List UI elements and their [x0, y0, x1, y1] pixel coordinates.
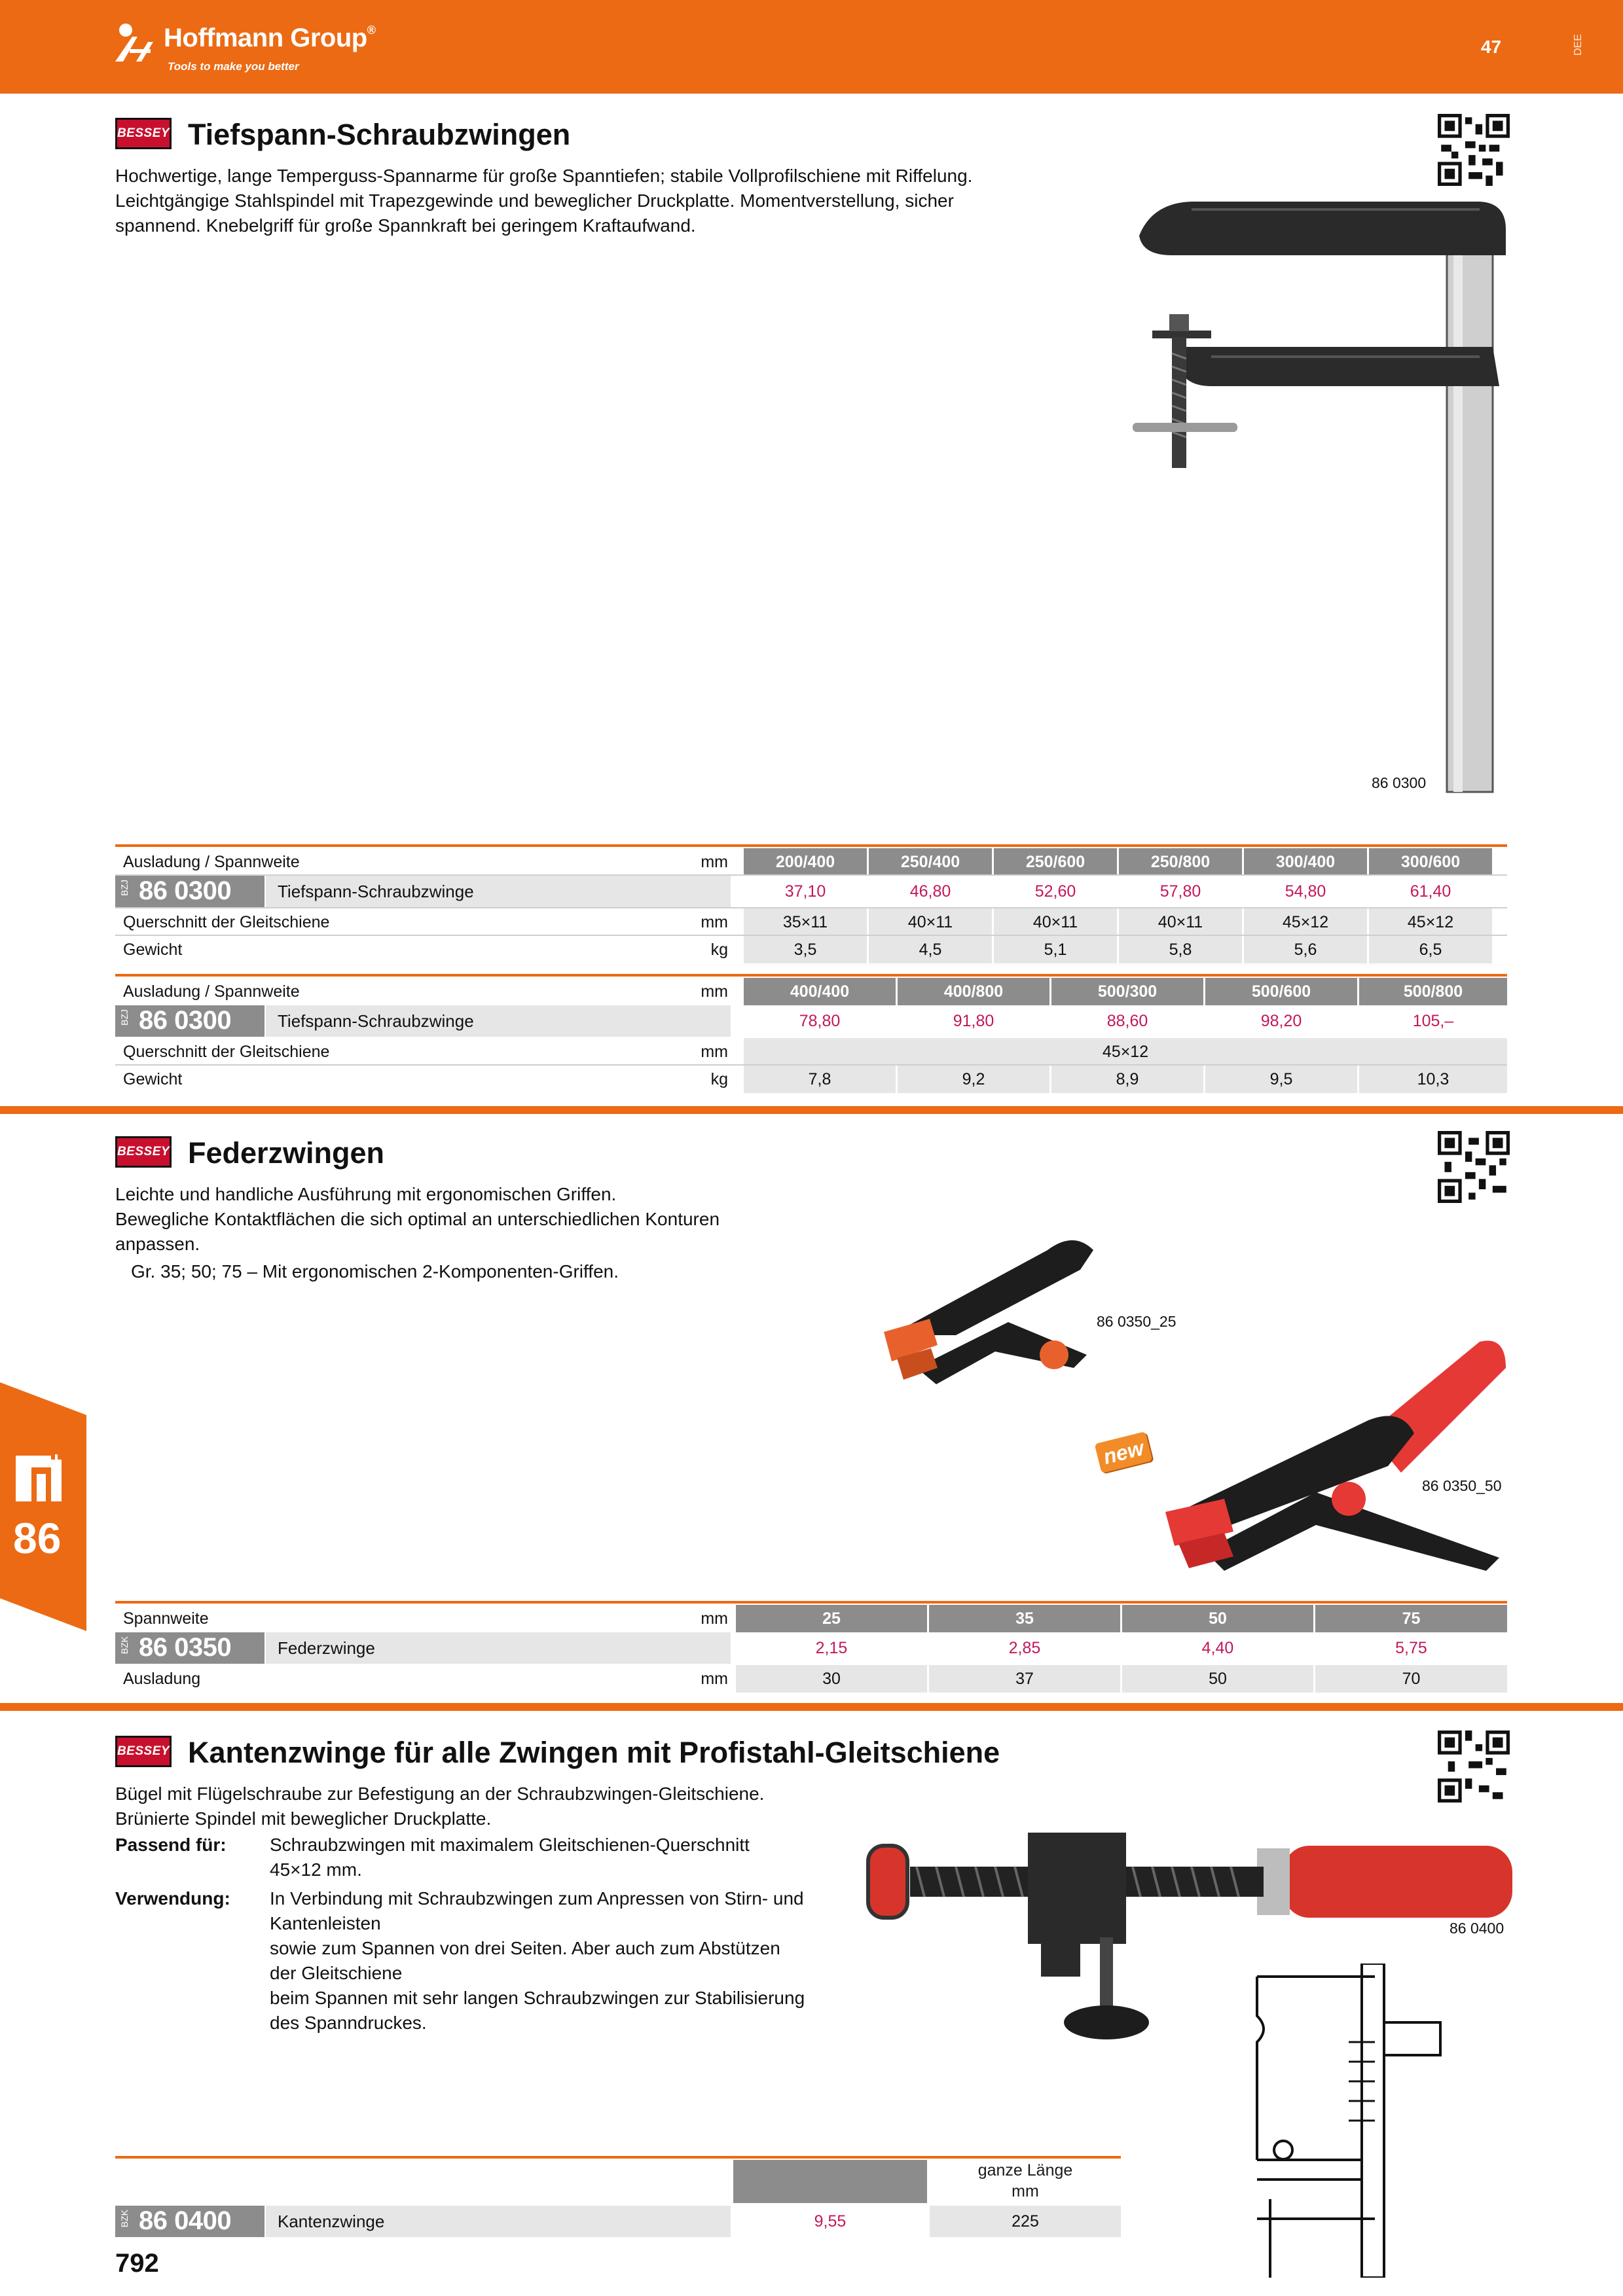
section-divider [0, 1106, 1623, 1114]
weight-value: 3,5 [744, 936, 867, 963]
table-row [115, 1038, 1507, 1066]
bessey-logo: BESSEY [115, 1736, 172, 1767]
section-title: Federzwingen [188, 1136, 385, 1170]
table-row [115, 1066, 1507, 1093]
reach-value: 70 [1315, 1665, 1507, 1693]
fit-label: Passend für: [115, 1835, 227, 1855]
article-name: Federzwinge [278, 1638, 375, 1658]
weight-value: 8,9 [1051, 1066, 1203, 1093]
size-note: Gr. 35; 50; 75 – Mit ergonomischen 2-Komponenten-Griffen. [131, 1261, 619, 1282]
table-divider [115, 935, 1507, 936]
article-number: 86 0400 [139, 2206, 232, 2235]
language-code: DEE [1573, 34, 1584, 56]
size-header: 35 [929, 1605, 1120, 1632]
bessey-logo: BESSEY [115, 1136, 172, 1168]
product-image-caption: 86 0400 [1450, 1920, 1504, 1937]
price: 91,80 [953, 1012, 994, 1030]
spring-clamp-large-image [1152, 1316, 1506, 1590]
row-unit: mm [701, 1043, 728, 1061]
product-image-caption: 86 0350_25 [1097, 1313, 1176, 1330]
section-title: Tiefspann-Schraubzwingen [188, 118, 571, 151]
table-row[interactable] [115, 1005, 1507, 1037]
qr-code-icon[interactable] [1438, 1131, 1510, 1203]
size-header: 250/600 [994, 848, 1117, 876]
row-unit: mm [701, 853, 728, 871]
table-top-rule [115, 1601, 1507, 1604]
price: 4,40 [1201, 1639, 1234, 1657]
weight-value: 9,2 [898, 1066, 1049, 1093]
brand-name: Hoffmann Group® [164, 24, 376, 52]
size-header: 50 [1122, 1605, 1313, 1632]
weight-value: 10,3 [1359, 1066, 1507, 1093]
size-header: 250/400 [869, 848, 992, 876]
page-number-top: 47 [1481, 37, 1502, 57]
size-header: 400/400 [744, 978, 896, 1005]
article-number-box[interactable]: BZJ 86 0300 [115, 1005, 264, 1037]
article-number-box[interactable]: BZJ 86 0300 [115, 876, 264, 907]
row-label: Querschnitt der Gleitschiene [123, 1043, 330, 1061]
article-number-box[interactable]: BZK 86 0400 [115, 2206, 264, 2237]
row-unit: mm [701, 1609, 728, 1628]
article-name: Kantenzwinge [278, 2212, 385, 2231]
article-name: Tiefspann-Schraubzwinge [278, 1011, 474, 1031]
page-number-footer: 792 [115, 2249, 159, 2278]
table-divider [115, 1064, 1507, 1066]
chapter-number: 86 [13, 1514, 62, 1562]
table-row [115, 1665, 1507, 1693]
price: 5,75 [1395, 1639, 1427, 1657]
reach-value: 50 [1122, 1665, 1313, 1693]
fit-text: Schraubzwingen mit maximalem Gleitschienen-Querschnitt 45×12 mm. [270, 1835, 750, 1880]
table-row [115, 848, 1507, 876]
page-header [0, 0, 1623, 94]
price: 54,80 [1285, 882, 1326, 901]
size-header: 300/400 [1244, 848, 1367, 876]
chapter-side-tab [0, 1382, 86, 1631]
cross-section-value: 35×11 [744, 908, 867, 936]
length-header: ganze Länge mm [977, 2161, 1073, 2200]
price: 98,20 [1260, 1012, 1302, 1030]
weight-value: 4,5 [869, 936, 992, 963]
bessey-logo: BESSEY [115, 118, 172, 149]
row-unit: mm [701, 913, 728, 931]
product-table-2 [115, 978, 1507, 1093]
table-row [115, 936, 1507, 963]
section-divider [0, 1703, 1623, 1711]
deep-clamp-image [1113, 190, 1519, 798]
row-unit: kg [710, 1070, 728, 1088]
size-header: 500/600 [1205, 978, 1357, 1005]
section-description: Hochwertige, lange Temperguss-Spannarme für große Spanntiefen; stabile Vollprofilschiene mit Riffelung. Leichtgängige Stahlspindel mit Trapezgewinde und beweglicher Druckplatte. Momentverstellung, sicher spannend. Knebelgriff für große Spannkraft bei geringem Kraftaufwand. [115, 166, 973, 236]
row-label: Gewicht [123, 941, 183, 959]
new-badge: new [1095, 1431, 1153, 1473]
price: 61,40 [1410, 882, 1451, 901]
row-label: Querschnitt der Gleitschiene [123, 913, 330, 931]
section-description: Bügel mit Flügelschraube zur Befestigung an der Schraubzwingen-Gleitschiene. Brünierte Spindel mit beweglicher Druckplatte. [115, 1784, 765, 1829]
price: 105,– [1412, 1012, 1454, 1030]
row-label: Gewicht [123, 1070, 183, 1088]
weight-value: 9,5 [1205, 1066, 1357, 1093]
row-unit: mm [701, 982, 728, 1001]
table-top-rule [115, 844, 1507, 847]
product-table-4 [115, 2160, 1121, 2245]
reach-value: 37 [929, 1665, 1120, 1693]
table-row [115, 908, 1507, 936]
table-divider [115, 907, 1507, 908]
article-number: 86 0350 [139, 1633, 232, 1662]
table-top-rule [115, 2156, 1121, 2159]
table-row [115, 2160, 1121, 2203]
product-table-1 [115, 848, 1507, 960]
cross-section-value: 40×11 [869, 908, 992, 936]
article-number: 86 0300 [139, 876, 232, 905]
section-description: Leichte und handliche Ausführung mit ergonomischen Griffen. Bewegliche Kontaktflächen die sich optimal an unterschiedlichen Konturen anpassen. [115, 1184, 720, 1254]
table-divider [115, 874, 1507, 876]
row-unit: kg [710, 941, 728, 959]
hoffmann-logo[interactable] [113, 17, 388, 80]
hoffmann-logo-icon [113, 22, 160, 63]
cross-section-value: 40×11 [994, 908, 1117, 936]
price: 46,80 [909, 882, 951, 901]
price: 2,85 [1008, 1639, 1041, 1657]
row-label: Ausladung / Spannweite [123, 982, 300, 1001]
row-unit: mm [701, 1670, 728, 1688]
weight-value: 5,8 [1119, 936, 1242, 963]
size-header: 75 [1315, 1605, 1507, 1632]
product-image-caption: 86 0300 [1372, 774, 1427, 791]
table-row[interactable] [115, 1632, 1507, 1664]
size-header: 500/300 [1051, 978, 1203, 1005]
cross-section-value: 45×12 [1244, 908, 1367, 936]
article-number: 86 0300 [139, 1006, 232, 1035]
price: 37,10 [784, 882, 826, 901]
usage-sketch-image [1244, 1964, 1467, 2278]
cross-section-value: 45×12 [1369, 908, 1492, 936]
qr-code-icon[interactable] [1438, 1731, 1510, 1803]
section-title: Kantenzwinge für alle Zwingen mit Profistahl-Gleitschiene [188, 1736, 1000, 1769]
article-number-box[interactable]: BZK 86 0350 [115, 1632, 264, 1664]
weight-value: 5,1 [994, 936, 1117, 963]
price: 2,15 [815, 1639, 848, 1657]
use-label: Verwendung: [115, 1888, 230, 1909]
table-row [115, 1605, 1507, 1632]
size-header: 300/600 [1369, 848, 1492, 876]
product-image-caption: 86 0350_50 [1422, 1477, 1502, 1494]
length-value: 225 [930, 2206, 1121, 2237]
table-row[interactable] [115, 2206, 1121, 2237]
article-name: Tiefspann-Schraubzwinge [278, 882, 474, 901]
size-header: 250/800 [1119, 848, 1242, 876]
price: 78,80 [799, 1012, 841, 1030]
size-header: 25 [736, 1605, 927, 1632]
table-row [115, 978, 1507, 1005]
price-header [733, 2160, 927, 2203]
row-label: Ausladung [123, 1670, 201, 1688]
size-header: 400/800 [898, 978, 1049, 1005]
size-header: 500/800 [1359, 978, 1507, 1005]
weight-value: 6,5 [1369, 936, 1492, 963]
size-header: 200/400 [744, 848, 867, 876]
use-text: In Verbindung mit Schraubzwingen zum Anpressen von Stirn- und Kantenleisten sowie zum Spannen von drei Seiten. Aber auch zum Abstützen der Gleitschiene beim Spannen mit sehr langen Schraubzwingen zur Stabilisierung des Spanndruckes. [270, 1888, 805, 2033]
cross-section-value: 40×11 [1119, 908, 1242, 936]
product-table-3 [115, 1605, 1507, 1693]
price: 88,60 [1106, 1012, 1148, 1030]
weight-value: 5,6 [1244, 936, 1367, 963]
row-label: Ausladung / Spannweite [123, 853, 300, 871]
weight-value: 7,8 [744, 1066, 896, 1093]
qr-code-icon[interactable] [1438, 114, 1510, 186]
row-label: Spannweite [123, 1609, 209, 1628]
table-top-rule [115, 974, 1507, 977]
reach-value: 30 [736, 1665, 927, 1693]
price: 9,55 [814, 2212, 847, 2231]
brand-tagline: Tools to make you better [168, 60, 299, 73]
cross-section-value: 45×12 [744, 1038, 1507, 1066]
price: 57,80 [1159, 882, 1201, 901]
price: 52,60 [1034, 882, 1076, 901]
table-row[interactable] [115, 876, 1507, 907]
